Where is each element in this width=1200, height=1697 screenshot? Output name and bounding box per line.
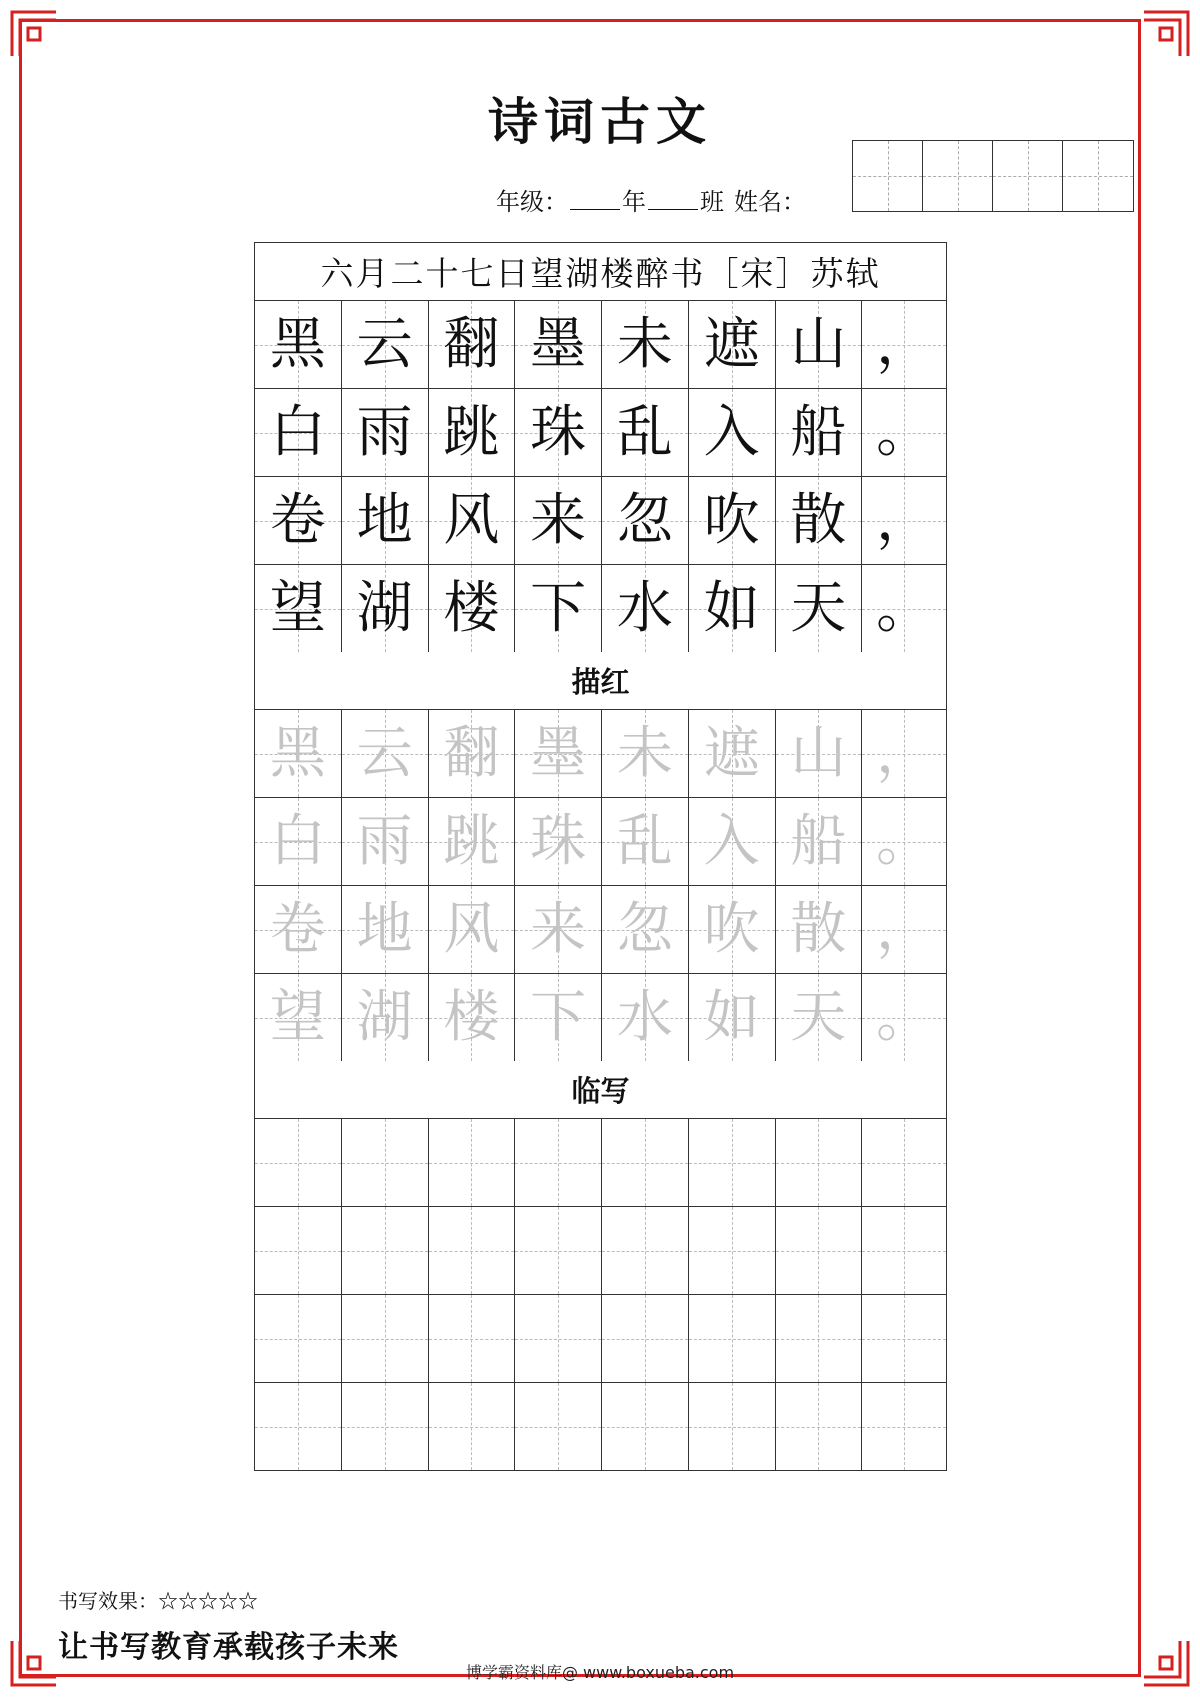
grid-character: 地: [356, 896, 413, 962]
class-label: 班: [700, 188, 724, 216]
grid-cell[interactable]: [602, 1295, 689, 1382]
trace-section-title: 描红: [255, 652, 946, 710]
name-box[interactable]: [853, 141, 923, 211]
grid-cell: [429, 886, 516, 973]
grid-cell: [602, 477, 689, 564]
grid-cell[interactable]: [255, 1295, 342, 1382]
grid-cell[interactable]: [602, 1383, 689, 1470]
grid-character: 如: [703, 984, 760, 1050]
grid-cell: [515, 886, 602, 973]
corner-ornament-icon: [1142, 10, 1190, 58]
grid-cell[interactable]: [689, 1119, 776, 1206]
grid-character: 天: [790, 984, 847, 1050]
corner-ornament-icon: [10, 10, 58, 58]
grid-cell: [602, 710, 689, 797]
grid-character: 黑: [269, 720, 326, 786]
grid-character: 水: [616, 984, 673, 1050]
grid-character: 楼: [443, 984, 500, 1050]
practice-sheet: [254, 242, 947, 1471]
grid-character: 山: [790, 720, 847, 786]
grid-cell: [862, 798, 946, 885]
model-row: [255, 477, 946, 565]
copy-row: [255, 1383, 946, 1470]
trace-row: [255, 710, 946, 798]
grid-cell[interactable]: [689, 1295, 776, 1382]
grid-cell: [429, 798, 516, 885]
grid-character: 黑: [269, 311, 326, 377]
grade-blank[interactable]: [570, 187, 620, 210]
grid-cell: [515, 710, 602, 797]
grid-character: 山: [790, 311, 847, 377]
trace-row: [255, 798, 946, 886]
name-box[interactable]: [923, 141, 993, 211]
grid-cell: [429, 301, 516, 388]
grid-cell[interactable]: [342, 1207, 429, 1294]
grid-character: 翻: [443, 311, 500, 377]
grid-cell: [342, 710, 429, 797]
grid-cell[interactable]: [255, 1119, 342, 1206]
grid-character: 望: [269, 984, 326, 1050]
grid-character: 散: [790, 896, 847, 962]
grid-cell: [255, 389, 342, 476]
grid-cell: [689, 710, 776, 797]
grid-cell: [515, 301, 602, 388]
grid-character: 望: [269, 575, 326, 641]
copy-row: [255, 1207, 946, 1295]
grid-cell: [862, 301, 946, 388]
grid-cell: [776, 798, 863, 885]
grid-character: 雨: [356, 808, 413, 874]
grid-character: 风: [443, 896, 500, 962]
grid-character: 船: [790, 808, 847, 874]
grid-cell: [429, 710, 516, 797]
grid-cell[interactable]: [429, 1207, 516, 1294]
grid-cell[interactable]: [862, 1119, 946, 1206]
grid-cell: [515, 389, 602, 476]
grid-cell: [602, 389, 689, 476]
model-row: [255, 389, 946, 477]
grid-cell: [862, 710, 946, 797]
grid-cell: [776, 710, 863, 797]
grid-cell: [342, 886, 429, 973]
grid-character: 天: [790, 575, 847, 641]
grid-cell: [862, 389, 946, 476]
grid-cell: [602, 301, 689, 388]
grid-character: 遮: [703, 720, 760, 786]
grid-cell[interactable]: [689, 1383, 776, 1470]
copy-section-title: 临写: [255, 1061, 946, 1119]
copy-row: [255, 1119, 946, 1207]
grid-cell[interactable]: [862, 1207, 946, 1294]
grid-character: 。: [876, 575, 933, 641]
grid-cell: [515, 565, 602, 652]
grid-cell[interactable]: [342, 1295, 429, 1382]
website-credit: 博学霸资料库@ www.boxueba.com: [465, 1663, 735, 1682]
grid-cell: [255, 798, 342, 885]
grid-character: 湖: [356, 984, 413, 1050]
grid-cell: [862, 974, 946, 1061]
grid-cell[interactable]: [776, 1207, 863, 1294]
grid-cell[interactable]: [429, 1383, 516, 1470]
page-title: 诗词古文: [488, 92, 712, 151]
grid-cell[interactable]: [342, 1383, 429, 1470]
model-row: [255, 301, 946, 389]
grid-character: 入: [703, 808, 760, 874]
grid-character: 忽: [616, 896, 673, 962]
grid-cell: [429, 389, 516, 476]
trace-row: [255, 974, 946, 1061]
name-box[interactable]: [993, 141, 1063, 211]
grid-cell: [602, 974, 689, 1061]
grid-character: 墨: [530, 311, 587, 377]
grid-character: 珠: [530, 808, 587, 874]
grid-cell: [776, 886, 863, 973]
grid-cell[interactable]: [776, 1119, 863, 1206]
grid-character: 下: [530, 575, 587, 641]
grid-cell: [429, 565, 516, 652]
grid-cell[interactable]: [255, 1383, 342, 1470]
grid-cell: [342, 477, 429, 564]
grid-cell[interactable]: [689, 1207, 776, 1294]
grid-cell: [776, 477, 863, 564]
trace-section: [255, 710, 946, 1061]
grid-cell: [689, 798, 776, 885]
grid-cell: [342, 798, 429, 885]
grid-cell: [689, 974, 776, 1061]
grid-cell: [689, 477, 776, 564]
grid-cell: [602, 565, 689, 652]
grid-character: 跳: [443, 399, 500, 465]
grid-character: 楼: [443, 575, 500, 641]
grid-cell: [689, 565, 776, 652]
grid-character: ，: [876, 311, 933, 377]
grid-cell: [255, 974, 342, 1061]
grid-character: 风: [443, 487, 500, 553]
grid-cell: [342, 565, 429, 652]
grid-character: 乱: [616, 808, 673, 874]
grid-cell: [776, 974, 863, 1061]
grid-cell: [255, 886, 342, 973]
name-box[interactable]: [1063, 141, 1133, 211]
grid-cell: [776, 301, 863, 388]
grid-character: 。: [876, 984, 933, 1050]
grid-character: 。: [876, 808, 933, 874]
grid-cell[interactable]: [776, 1295, 863, 1382]
writing-rating: 书写效果：☆☆☆☆☆: [58, 1589, 258, 1613]
grid-character: 白: [269, 399, 326, 465]
grid-character: 墨: [530, 720, 587, 786]
grid-character: 雨: [356, 399, 413, 465]
grid-character: 卷: [269, 896, 326, 962]
copy-row: [255, 1295, 946, 1383]
year-label: 年: [622, 188, 646, 216]
grid-cell[interactable]: [602, 1207, 689, 1294]
grid-cell: [342, 389, 429, 476]
grid-cell[interactable]: [602, 1119, 689, 1206]
name-label: 姓名：: [734, 188, 806, 216]
grid-character: 吹: [703, 487, 760, 553]
grid-cell: [255, 710, 342, 797]
grid-character: 珠: [530, 399, 587, 465]
trace-row: [255, 886, 946, 974]
grid-character: 来: [530, 487, 587, 553]
model-text-section: [255, 301, 946, 652]
grid-cell[interactable]: [255, 1207, 342, 1294]
grid-cell: [689, 389, 776, 476]
grid-character: ，: [876, 487, 933, 553]
class-blank[interactable]: [648, 187, 698, 210]
grid-character: 跳: [443, 808, 500, 874]
grid-cell[interactable]: [429, 1119, 516, 1206]
grid-character: 卷: [269, 487, 326, 553]
grid-cell: [862, 565, 946, 652]
grid-cell: [862, 477, 946, 564]
grid-character: 。: [876, 399, 933, 465]
grid-cell[interactable]: [515, 1295, 602, 1382]
name-boxes: [852, 140, 1134, 212]
grid-cell[interactable]: [342, 1119, 429, 1206]
grid-cell[interactable]: [862, 1295, 946, 1382]
grid-character: 翻: [443, 720, 500, 786]
grid-character: 乱: [616, 399, 673, 465]
grid-cell: [342, 301, 429, 388]
grid-cell: [255, 565, 342, 652]
grid-cell[interactable]: [429, 1295, 516, 1382]
grid-cell: [689, 886, 776, 973]
grid-character: 未: [616, 311, 673, 377]
grid-character: 忽: [616, 487, 673, 553]
grid-character: 云: [356, 720, 413, 786]
grid-cell: [342, 974, 429, 1061]
grid-cell: [429, 974, 516, 1061]
grid-cell[interactable]: [515, 1383, 602, 1470]
grid-character: 未: [616, 720, 673, 786]
grid-cell: [255, 301, 342, 388]
grid-cell: [429, 477, 516, 564]
grid-character: 水: [616, 575, 673, 641]
grid-cell[interactable]: [862, 1383, 946, 1470]
grid-cell: [602, 798, 689, 885]
student-info: [496, 182, 806, 217]
grid-character: ，: [876, 720, 933, 786]
grid-cell: [515, 974, 602, 1061]
grid-character: 白: [269, 808, 326, 874]
grid-character: 如: [703, 575, 760, 641]
grid-cell: [255, 477, 342, 564]
grid-cell[interactable]: [515, 1119, 602, 1206]
grid-character: 入: [703, 399, 760, 465]
grid-cell: [862, 886, 946, 973]
grid-cell: [515, 477, 602, 564]
grid-cell: [515, 798, 602, 885]
grid-character: ，: [876, 896, 933, 962]
grid-cell: [776, 389, 863, 476]
model-row: [255, 565, 946, 652]
grid-character: 云: [356, 311, 413, 377]
grid-character: 地: [356, 487, 413, 553]
grid-character: 散: [790, 487, 847, 553]
grade-label: 年级：: [496, 188, 568, 216]
grid-character: 船: [790, 399, 847, 465]
grid-cell: [689, 301, 776, 388]
grid-character: 湖: [356, 575, 413, 641]
grid-cell[interactable]: [515, 1207, 602, 1294]
grid-cell[interactable]: [776, 1383, 863, 1470]
grid-character: 来: [530, 896, 587, 962]
grid-cell: [776, 565, 863, 652]
grid-cell: [602, 886, 689, 973]
grid-character: 吹: [703, 896, 760, 962]
slogan: 让书写教育承载孩子未来: [58, 1630, 399, 1665]
grid-character: 遮: [703, 311, 760, 377]
copy-section: [255, 1119, 946, 1470]
grid-character: 下: [530, 984, 587, 1050]
poem-heading: 六月二十七日望湖楼醉书［宋］苏轼: [255, 243, 946, 301]
